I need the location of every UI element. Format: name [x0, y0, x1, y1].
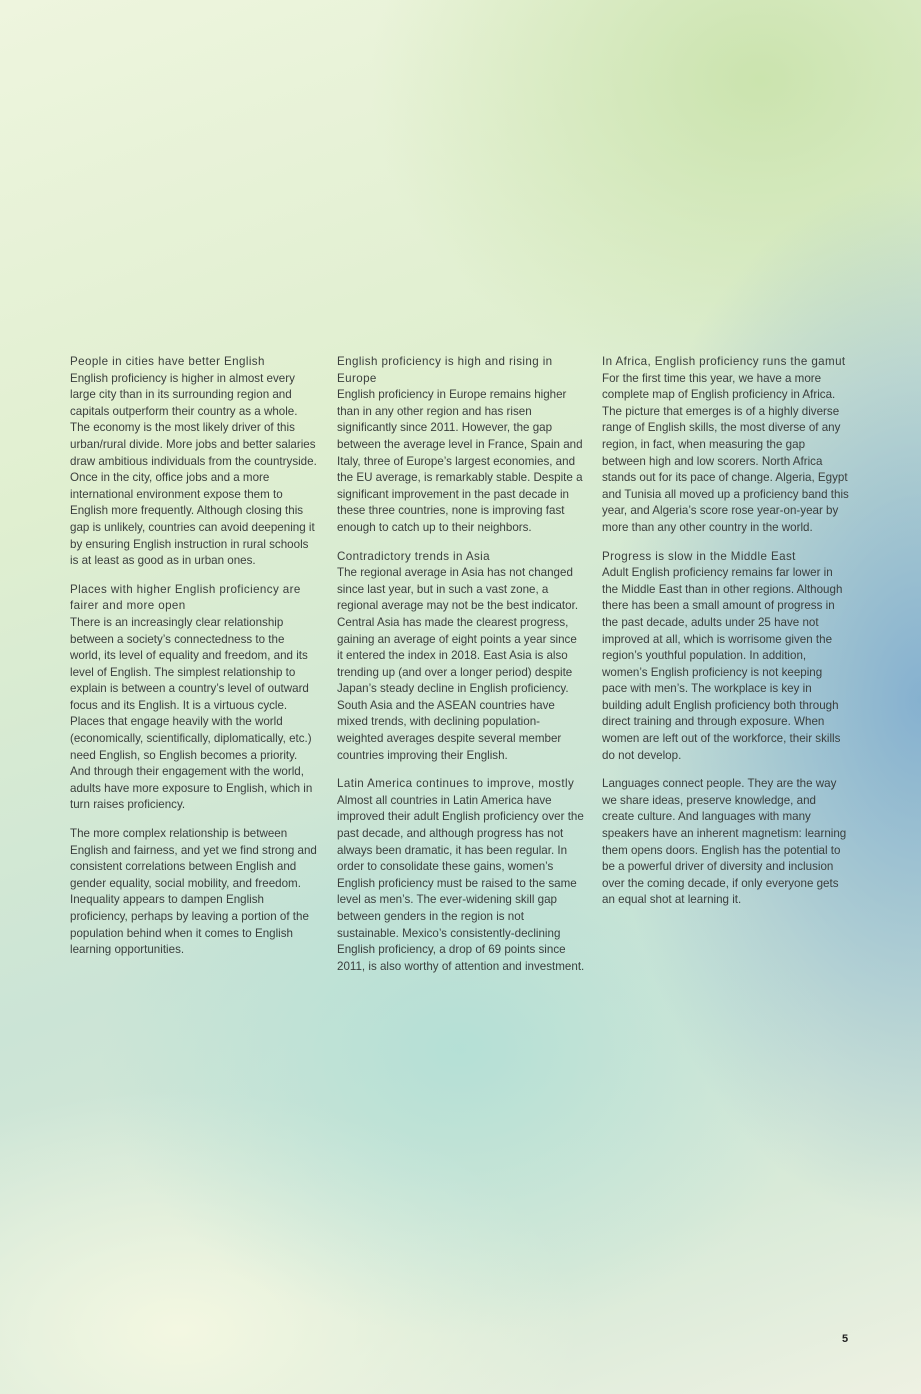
section-body: English proficiency in Europe remains higher than in any other region and has risen significantly since 2011. However, the gap between the average level in France, Spain and Italy, three of Europe’s largest economies, and the EU average, is remarkably stable. Despite a significant improvement in the past decade in these three countries, none is improving fast enough to catch up to their neighbors. — [337, 388, 583, 534]
section-languages-connect — [602, 776, 850, 909]
section-middle-east — [602, 549, 850, 765]
section-body: The regional average in Asia has not changed since last year, but in such a vast zone, a regional average may not be the best indicator. Central Asia has made the clearest progress, gaining an average of eight points a year since it entered the index in 2018. East Asia is also trending up (and over a longer period) despite Japan’s steady decline in English proficiency. South Asia and the ASEAN countries have mixed trends, with declining population-weighted averages despite several member countries improving their English. — [337, 566, 579, 762]
section-heading: Latin America continues to improve, mostly — [337, 777, 575, 791]
column-middle — [337, 354, 585, 987]
section-cities — [70, 354, 318, 570]
section-body: Adult English proficiency remains far lower in the Middle East than in other regions. Although there has been a small amount of progress in the past decade, adults under 25 have not improved at all, which is worrisome given the region’s youthful population. In addition, women’s English proficiency is not keeping pace with men’s. The workplace is key in building adult English proficiency both through direct training and through exposure. When women are left out of the workforce, their skills do not develop. — [602, 566, 843, 762]
section-heading: In Africa, English proficiency runs the gamut — [602, 355, 846, 368]
section-body: There is an increasingly clear relationship between a society’s connectedness to the world, its level of equality and freedom, and its level of English. The simplest relationship to explain is between a country’s level of outward focus and its English. It is a virtuous cycle. Places that engage heavily with the world (economically, scientifically, diplomatically, etc.) need English, so English becomes a priority. And through their engagement with the world, adults have more exposure to English, which in turn raises proficiency. — [70, 615, 313, 812]
section-body: Languages connect people. They are the way we share ideas, preserve knowledge, and create culture. And languages with many speakers have an inherent magnetism: learning them opens doors. English has the potential to be a powerful driver of diversity and inclusion over the coming decade, if only everyone gets an equal shot at learning it. — [602, 777, 847, 907]
section-asia — [337, 549, 585, 765]
section-latin-america — [337, 776, 585, 975]
section-heading: Contradictory trends in Asia — [337, 549, 490, 563]
section-europe — [337, 354, 585, 537]
section-fairness — [70, 826, 318, 959]
section-heading: People in cities have better English — [70, 355, 265, 368]
column-right — [602, 354, 850, 921]
section-heading: Progress is slow in the Middle East — [602, 549, 796, 563]
column-left — [70, 354, 318, 971]
section-body: Almost all countries in Latin America have improved their adult English proficiency over the past decade, and although progress has not always been dramatic, it has been regular. In order to consolidate these gains, women’s English proficiency must be raised to the same level as men’s. The ever-widening skill gap between genders in the region is not sustainable. Mexico’s consistently-declining English proficiency, a drop of 69 points since 2011, is also worthy of attention and investment. — [337, 793, 585, 973]
section-body: The more complex relationship is between English and fairness, and yet we find strong and consistent correlations between English and gender equality, social mobility, and freedom. Inequality appears to dampen English proficiency, perhaps by leaving a portion of the population behind when it comes to English learning opportunities. — [70, 827, 317, 957]
section-body: English proficiency is higher in almost every large city than in its surrounding region and capitals outperform their country as a whole. The economy is the most likely driver of this urban/rural divide. More jobs and better salaries draw ambitious individuals from the countryside. Once in the city, office jobs and a more international environment expose them to English more frequently. Although closing this gap is unlikely, countries can avoid deepening it by ensuring English instruction in rural schools is at least as good as in urban ones. — [70, 371, 317, 568]
section-heading: Places with higher English proficiency are fairer and more open — [70, 582, 301, 613]
section-body: For the first time this year, we have a more complete map of English proficiency in Africa. The picture that emerges is of a highly diverse range of English skills, the most diverse of any region, in fact, when measuring the gap between high and low scorers. North Africa stands out for its pace of change. Algeria, Egypt and Tunisia all moved up a proficiency band this year, and Algeria’s score rose year-on-year by more than any other country in the world. — [602, 371, 849, 534]
section-heading: English proficiency is high and rising in Europe — [337, 355, 553, 385]
section-fairer-open — [70, 582, 318, 814]
page-number: 5 — [842, 1333, 849, 1345]
section-africa — [602, 354, 850, 537]
